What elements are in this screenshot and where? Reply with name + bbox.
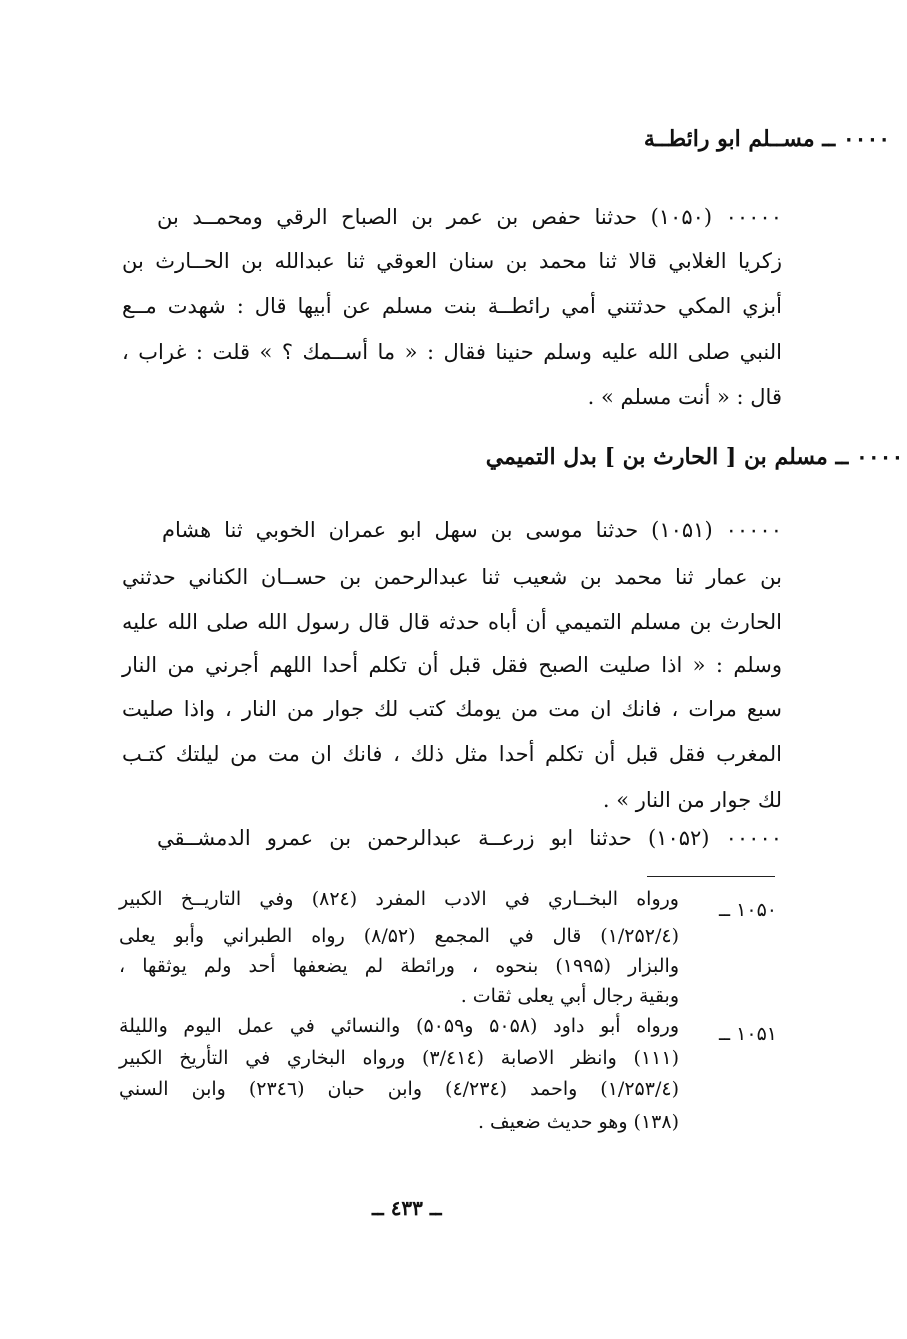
body-line: قال : « أنت مسلم » . [587, 385, 782, 409]
body-line: لك جوار من النار » . [602, 788, 782, 812]
body-line: ۰۰۰۰۰ (۱۰۵۱) حدثنا موسى بن سهل ابو عمران الخوبي ثنا هشام [162, 518, 782, 542]
footnote-number: ۱۰۵۰ ــ [718, 899, 777, 921]
body-line: الحارث بن مسلم التميمي أن أباه حدثه قال قال رسول الله صلى الله عليه [122, 610, 782, 634]
body-line: وسلم : « اذا صليت الصبح فقل قبل أن تكلم أحدا اللهم أجرني من النار [122, 653, 782, 677]
body-line: المغرب فقل قبل أن تكلم أحدا مثل ذلك ، فانك ان مت من ليلتك كتـب [122, 742, 782, 766]
footnote-line: ورواه البخــاري في الادب المفرد (۸۲٤) وفي التاريــخ الكبير [119, 888, 679, 910]
footnote-line: وبقية رجال أبي يعلى ثقات . [460, 985, 679, 1007]
section-heading-1: ۰۰۰۰ ــ مســلم ابو رائطــة [643, 126, 891, 152]
footnote-line: (۱۱۱) وانظر الاصابة (۳/٤۱٤) ورواه البخاري في التأريخ الكبير [119, 1047, 679, 1069]
section-heading-2: ۰۰۰۰ ــ مسلم بن [ الحارث بن ] بدل التميمي [485, 444, 904, 470]
body-line: سبع مرات ، فانك ان مت من يومك كتب لك جوار من النار ، واذا صليت [122, 697, 782, 721]
body-line: بن عمار ثنا محمد بن شعيب ثنا عبدالرحمن بن حســان الكناني حدثني [122, 565, 782, 589]
footnote-line: (۱۳۸) وهو حديث ضعيف . [477, 1111, 679, 1133]
footnote-line: والبزار (۱۹۹۵) بنحوه ، ورائطة لم يضعفها أحد ولم يوثقها ، [119, 955, 679, 977]
footnote-line: (٤/۱/۲۵۳) واحمد (٤/۲۳٤) وابن حبان (۲۳٤٦) وابن السني [119, 1078, 679, 1100]
body-line: ۰۰۰۰۰ (۱۰۵۰) حدثنا حفص بن عمر بن الصباح الرقي ومحمــد بن [157, 205, 782, 229]
page-number: ــ ٤۳۳ ــ [372, 1196, 442, 1220]
footnote-line: (٤/۱/۲۵۲) قال في المجمع (۸/۵۲) رواه الطبراني وأبو يعلى [119, 925, 679, 947]
body-line: ۰۰۰۰۰ (۱۰۵۲) حدثنا ابو زرعــة عبدالرحمن بن عمرو الدمشــقي [157, 826, 783, 850]
body-line: أبزي المكي حدثتني أمي رائطــة بنت مسلم عن أبيها قال : شهدت مــع [122, 294, 782, 318]
body-line: زكريا الغلابي قالا ثنا محمد بن سنان العوقي ثنا عبدالله بن الحــارث بن [122, 249, 782, 273]
body-line: النبي صلى الله عليه وسلم حنينا فقال : « ما أســمك ؟ » قلت : غراب ، [122, 340, 782, 364]
footnote-divider [647, 876, 775, 877]
footnote-number: ۱۰۵۱ ــ [718, 1023, 777, 1045]
footnote-line: ورواه أبو داود (۵۰۵۸ و۵۰۵۹) والنسائي في عمل اليوم والليلة [119, 1015, 680, 1037]
